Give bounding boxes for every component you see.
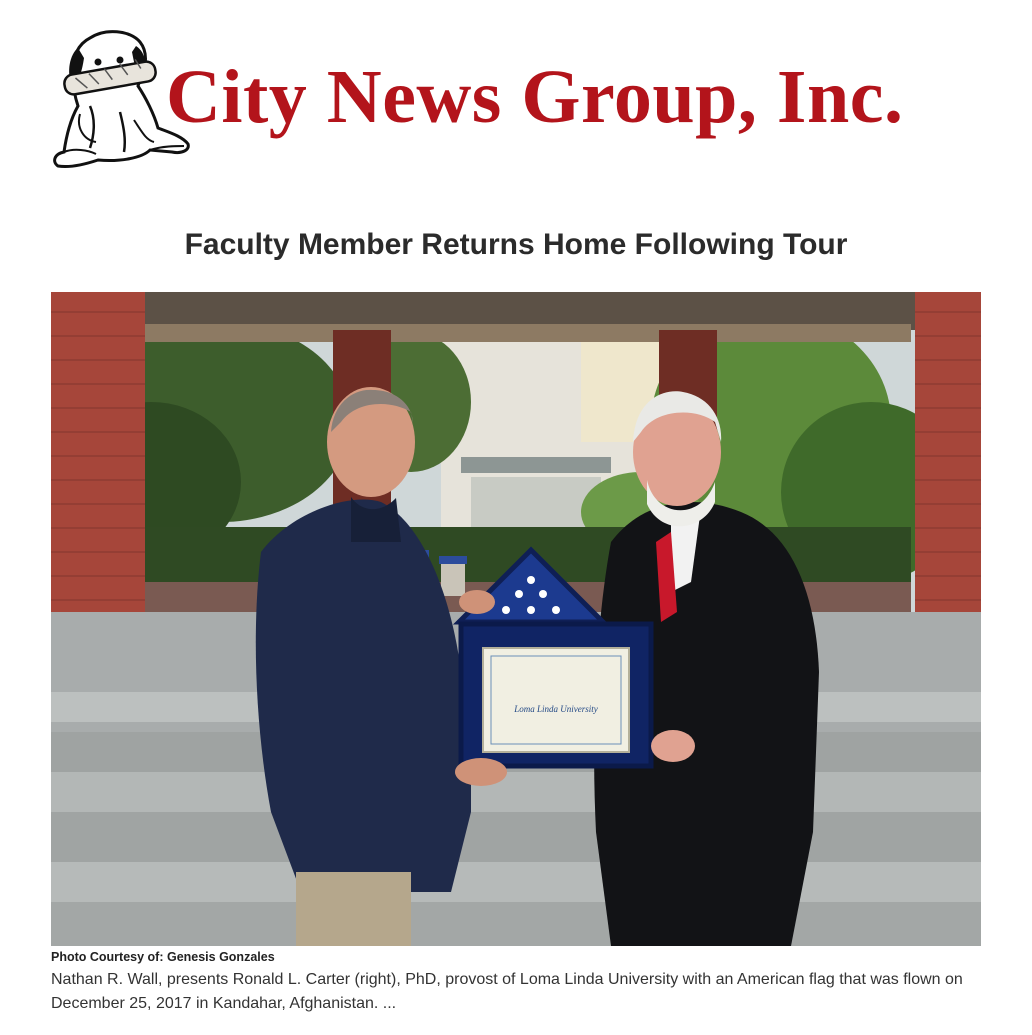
photo-credit: Photo Courtesy of: Genesis Gonzales (51, 950, 275, 964)
article-title: Faculty Member Returns Home Following Tour (184, 228, 848, 262)
certificate-title: Loma Linda University (514, 704, 598, 714)
photo-caption: Nathan R. Wall, presents Ronald L. Carter (right), PhD, provost of Loma Linda University with an American flag that was flown on December 25, 2017 in Kandahar, Afghanistan. ... (51, 971, 963, 1012)
brand-name[interactable]: City News Group, Inc. (166, 55, 904, 139)
masthead (50, 28, 980, 178)
article-photo (51, 292, 981, 946)
